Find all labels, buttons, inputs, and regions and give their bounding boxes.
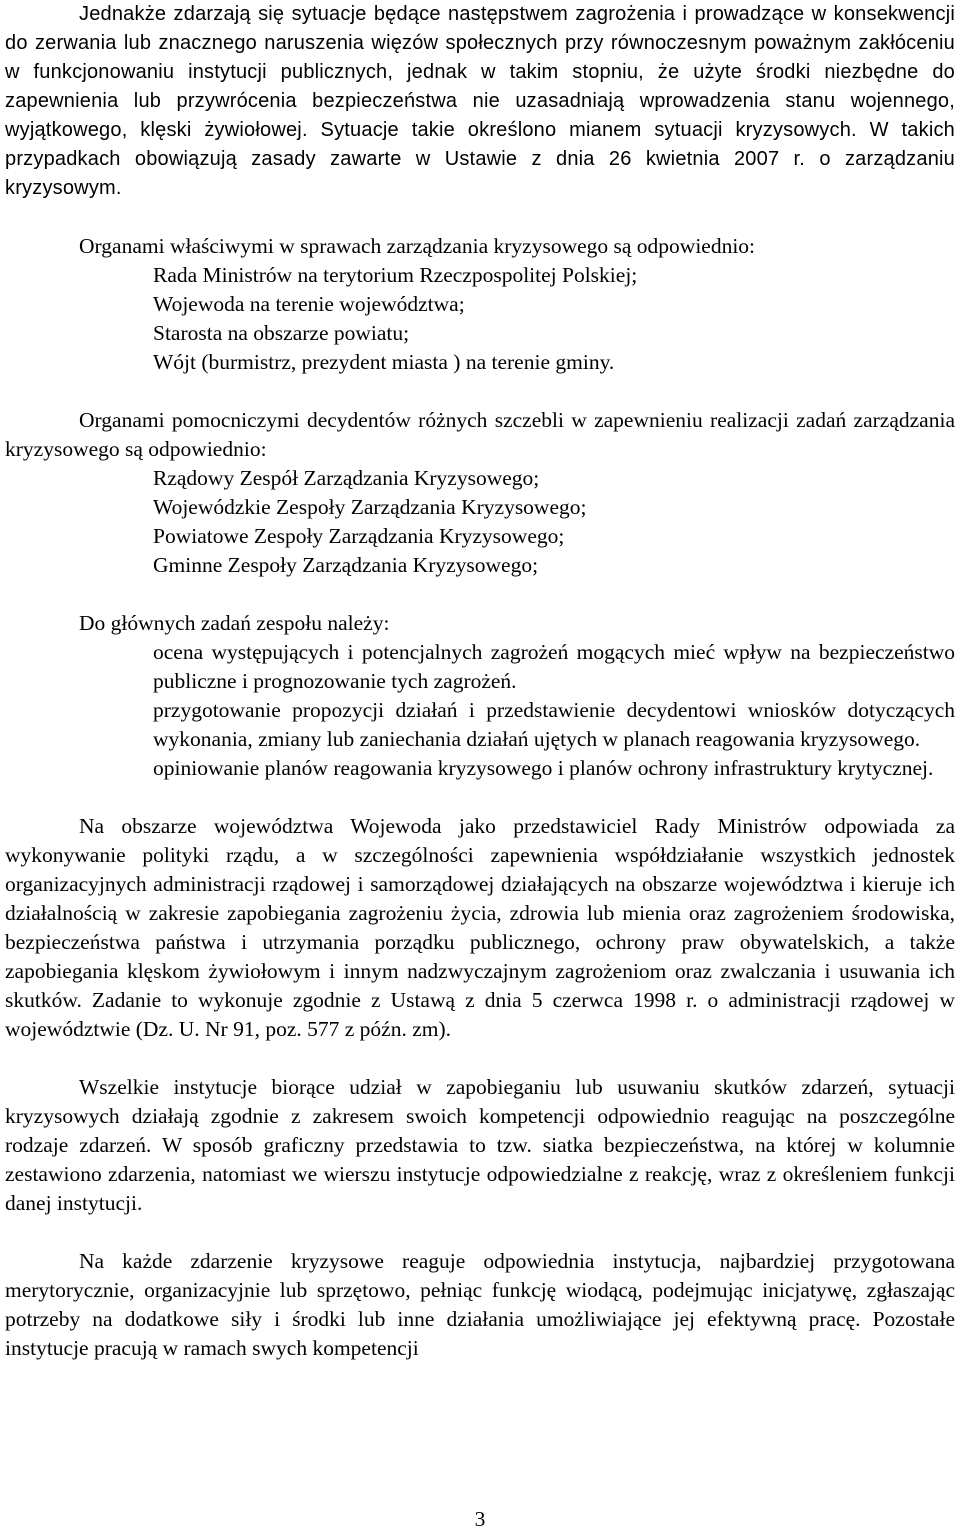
list-item: przygotowanie propozycji działań i przedstawienie decydentowi wniosków dotyczących wykonania, zmiany lub zaniechania działań ujętych w planach reagowania kryzysowego. (153, 698, 955, 751)
spacer (5, 1218, 955, 1247)
spacer (5, 203, 955, 232)
paragraph-pomocnicze-lead: Organami pomocniczymi decydentów różnych szczebli w zapewnieniu realizacji zadań zarządzania kryzysowego są odpowiednio: (5, 408, 955, 461)
paragraph-wojewoda: Na obszarze województwa Wojewoda jako przedstawiciel Rady Ministrów odpowiada za wykonywanie polityki rządu, a w szczególności zapewnienia współdziałanie wszystkich jednostek organizacyjnych administracji rządowej i samorządowej działających na obszarze województwa i kieruje ich działalnością w zakresie zapobiegania zagrożeniu życia, zdrowia lub mienia oraz zagrożeniem środowiska, bezpieczeństwa państwa i utrzymania porządku publicznego, ochrony praw obywatelskich, a także zapobiegania klęskom żywiołowym i innym nadzwyczajnym zagrożeniom oraz zwalczania i usuwania ich skutków. Zadanie to wykonuje zgodnie z Ustawą z dnia 5 czerwca 1998 r. o administracji rządowej w województwie (Dz. U. Nr 91, poz. 577 z późn. zm). (5, 814, 955, 1041)
spacer (5, 783, 955, 812)
list-item: Wojewoda na terenie województwa; (153, 292, 465, 316)
list-item: Rada Ministrów na terytorium Rzeczpospolitej Polskiej; (153, 263, 638, 287)
list-zadania (5, 638, 955, 783)
paragraph-zadania-lead: Do głównych zadań zespołu należy: (79, 611, 390, 635)
spacer (5, 377, 955, 406)
list-item: Wójt (burmistrz, prezydent miasta ) na terenie gminy. (153, 350, 615, 374)
paragraph-instytucje: Wszelkie instytucje biorące udział w zapobieganiu lub usuwaniu skutków zdarzeń, sytuacji kryzysowych działają zgodnie z zakresem swoich kompetencji odpowiednio reagując na poszczególne rodzaje zdarzeń. W sposób graficzny przedstawia to tzw. siatka bezpieczeństwa, na której w kolumnie zestawiono zdarzenia, natomiast we wierszu instytucje odpowiedzialne z reakcję, wraz z określeniem funkcji danej instytucji. (5, 1075, 955, 1215)
list-zespoly (5, 464, 955, 580)
list-item: Gminne Zespoły Zarządzania Kryzysowego; (153, 553, 539, 577)
list-item: opiniowanie planów reagowania kryzysowego i planów ochrony infrastruktury krytycznej. (153, 756, 934, 780)
list-item: Wojewódzkie Zespoły Zarządzania Kryzysowego; (153, 495, 587, 519)
paragraph-kazde: Na każde zdarzenie kryzysowe reaguje odpowiednia instytucja, najbardziej przygotowana merytorycznie, organizacyjnie lub sprzętowo, pełniąc funkcję wiodącą, podejmując inicjatywę, zgłaszając potrzeby na dodatkowe siły i środki lub inne działania umożliwiające jej efektywną pracę. Pozostałe instytucje pracują w ramach swych kompetencji (5, 1249, 955, 1360)
paragraph-organy-lead: Organami właściwymi w sprawach zarządzania kryzysowego są odpowiednio: (79, 234, 756, 258)
list-item: ocena występujących i potencjalnych zagrożeń mogących mieć wpływ na bezpieczeństwo publiczne i prognozowanie tych zagrożeń. (153, 640, 955, 693)
page-number: 3 (474, 1507, 486, 1531)
document-page (5, 0, 955, 1363)
list-item: Rządowy Zespół Zarządzania Kryzysowego; (153, 466, 540, 490)
list-organy (5, 261, 955, 377)
spacer (5, 1044, 955, 1073)
spacer (5, 580, 955, 609)
list-item: Powiatowe Zespoły Zarządzania Kryzysowego; (153, 524, 565, 548)
paragraph-intro: Jednakże zdarzają się sytuacje będące następstwem zagrożenia i prowadzące w konsekwencji do zerwania lub znacznego naruszenia więzów społecznych przy równoczesnym poważnym zakłóceniu w funkcjonowaniu instytucji publicznych, jednak w takim stopniu, że użyte środki niezbędne do zapewnienia lub przywrócenia bezpieczeństwa nie uzasadniają wprowadzenia stanu wojennego, wyjątkowego, klęski żywiołowej. Sytuacje takie określono mianem sytuacji kryzysowych. W takich przypadkach obowiązują zasady zawarte w Ustawie z dnia 26 kwietnia 2007 r. o zarządzaniu kryzysowym. (5, 3, 955, 199)
list-item: Starosta na obszarze powiatu; (153, 321, 410, 345)
